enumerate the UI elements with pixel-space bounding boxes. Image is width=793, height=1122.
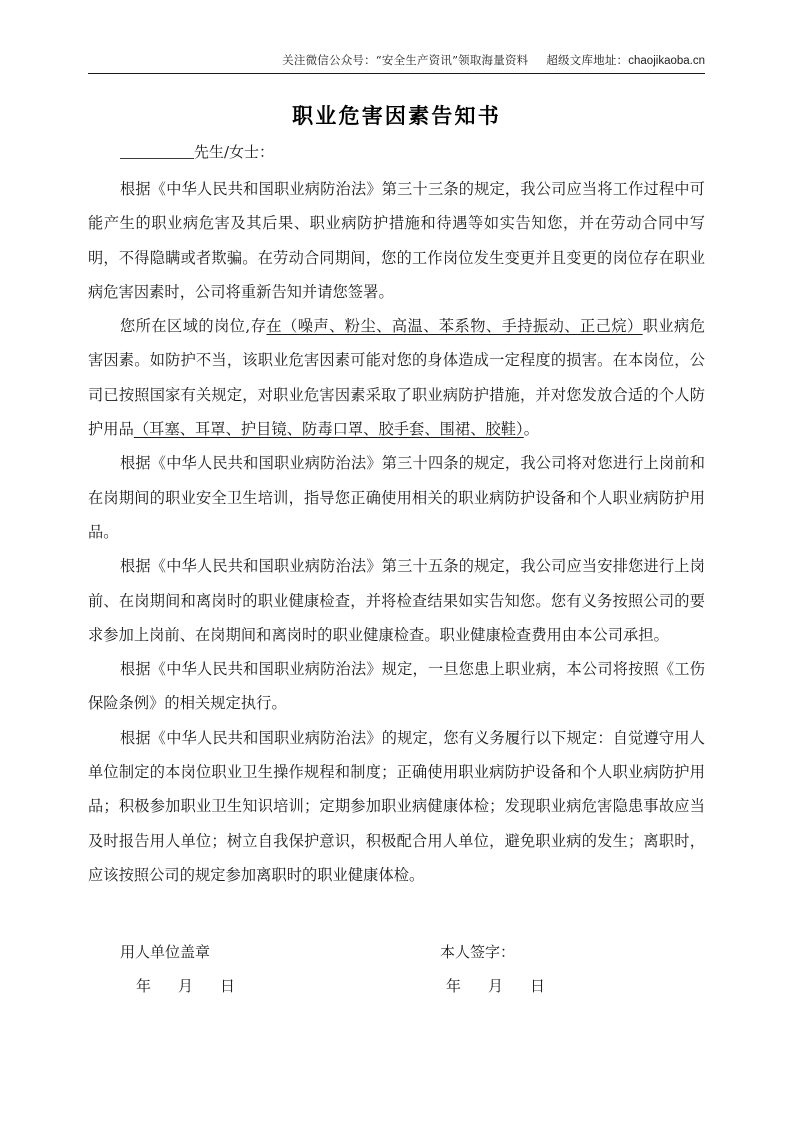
page-header xyxy=(88,52,705,78)
signature-dates-row xyxy=(88,969,705,1003)
paragraph-article-33: 根据《中华人民共和国职业病防治法》第三十三条的规定，我公司应当将工作过程中可能产生的职业病危害及其后果、职业病防护措施和待遇等如实告知您，并在劳动合同中写明，不得隐瞒或者欺骗。在劳动合同期间，您的工作岗位发生变更并且变更的岗位存在职业病危害因素时，公司将重新告知并请您签署。 xyxy=(88,180,705,301)
salutation-suffix: 先生/女士： xyxy=(194,143,275,161)
ppe-item-list: （耳塞、耳罩、护目镜、防毒口罩、胶手套、围裙、胶鞋） xyxy=(133,420,524,439)
page-title: 职业危害因素告知书 xyxy=(292,103,501,128)
paragraph-work-injury-insurance: 根据《中华人民共和国职业病防治法》规定，一旦您患上职业病，本公司将按照《工伤保险条例》的相关规定执行。 xyxy=(88,660,705,713)
employer-date-month: 月 xyxy=(178,977,195,995)
header-library-url: chaojikaoba.cn xyxy=(628,55,705,67)
header-divider-rule xyxy=(88,73,705,74)
hazard-text-lead: 您所在区域的岗位,存 xyxy=(120,317,267,336)
header-promo-text: 关注微信公众号：“安全生产资讯”领取海量资料 xyxy=(282,53,529,67)
recipient-name-blank[interactable] xyxy=(120,158,194,159)
paragraph-article-34: 根据《中华人民共和国职业病防治法》第三十四条的规定，我公司将对您进行上岗前和在岗期间的职业安全卫生培训，指导您正确使用相关的职业病防护设备和个人职业病防护用品。 xyxy=(88,454,705,541)
header-library-label: 超级文库地址： xyxy=(546,53,629,67)
employee-date-field[interactable] xyxy=(446,969,546,1003)
employee-date-year: 年 xyxy=(446,977,463,995)
paragraph-article-35: 根据《中华人民共和国职业病防治法》第三十五条的规定，我公司应当安排您进行上岗前、在岗期间和离岗时的职业健康检查，并将检查结果如实告知您。您有义务按照公司的要求参加上岗前、在岗期间和离岗时的职业健康检查。职业健康检查费用由本公司承担。 xyxy=(88,557,705,644)
employee-date-month: 月 xyxy=(488,977,505,995)
hazard-text-tail: 。 xyxy=(523,420,540,439)
hazard-factor-list: 在（噪声、粉尘、高温、苯系物、手持振动、正己烷） xyxy=(266,317,643,336)
employee-signature-label[interactable]: 本人签字： xyxy=(440,943,516,961)
employer-stamp-label: 用人单位盖章 xyxy=(120,943,211,961)
employer-date-field[interactable] xyxy=(136,969,236,1003)
employee-date-day: 日 xyxy=(530,977,547,995)
paragraph-hazard-factors xyxy=(88,309,705,446)
hazard-text-middle: 职业病危害因素。如防护不当，该职业危害因素可能对您的身体造成一定程度的损害。在本岗位，公司已按照国家有关规定，对职业危害因素采取了职业病防护措施，并对您发放合适的个人防护用品 xyxy=(88,317,706,439)
header-promo-line xyxy=(88,52,705,69)
employer-date-day: 日 xyxy=(220,977,237,995)
document-body xyxy=(88,172,705,892)
employer-date-year: 年 xyxy=(136,977,153,995)
signature-labels-row xyxy=(88,935,705,969)
signature-section xyxy=(88,935,705,1003)
salutation-line xyxy=(88,140,705,164)
paragraph-employee-obligations: 根据《中华人民共和国职业病防治法》的规定，您有义务履行以下规定：自觉遵守用人单位制定的本岗位职业卫生操作规程和制度；正确使用职业病防护设备和个人职业病防护用品；积极参加职业卫生知识培训；定期参加职业病健康体检；发现职业病危害隐患事故应当及时报告用人单位；树立自我保护意识，积极配合用人单位，避免职业病的发生；离职时，应该按照公司的规定参加离职时的职业健康体检。 xyxy=(88,728,705,884)
